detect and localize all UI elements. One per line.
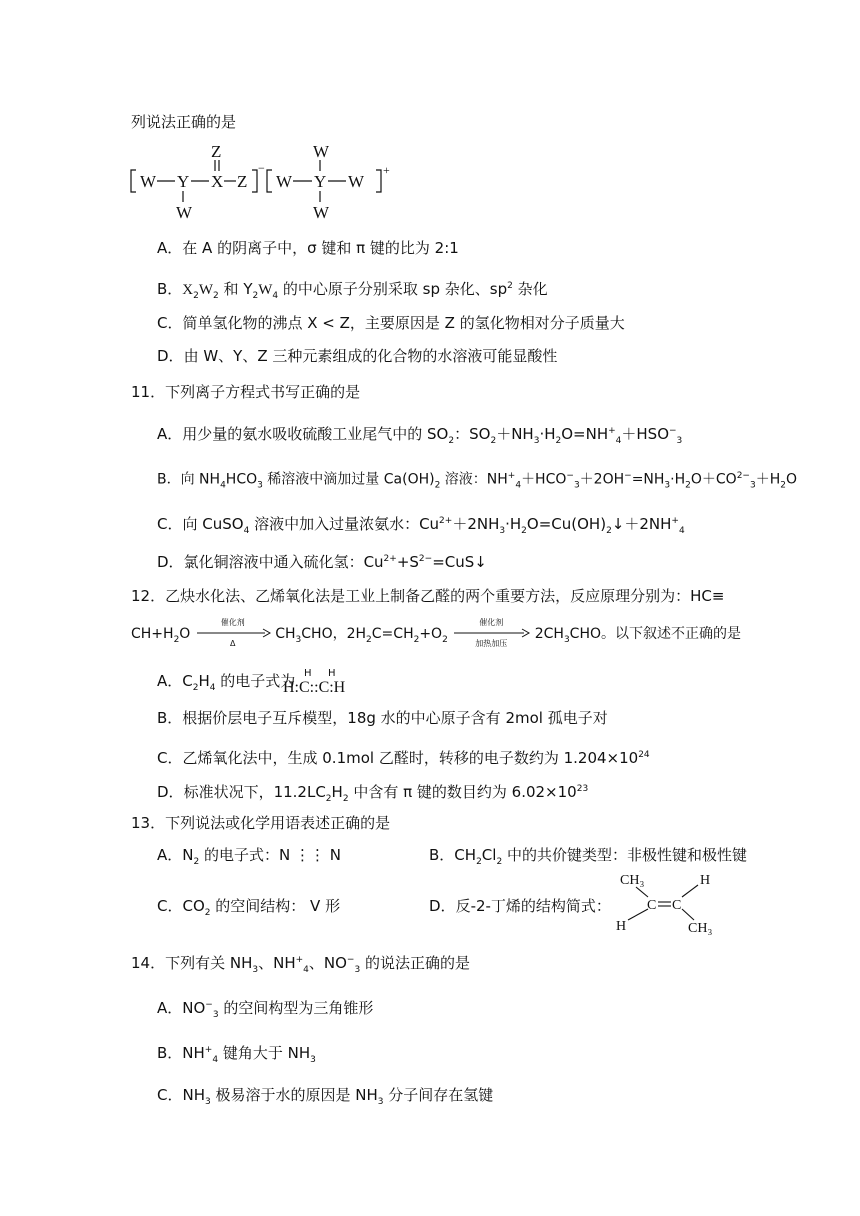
atom-w: W [348,172,365,191]
q10-option-d: D．由 W、Y、Z 三种元素组成的化合物的水溶液可能显酸性 [157,347,558,365]
charge-plus: + [383,163,390,177]
ch3-group: CH₃ [688,921,713,936]
q11-option-b: B．向 $NH_4HCO_3$ 稀溶液中滴加过量 $Ca(OH)_2$ 溶液：$NH^+_4+HCO^-_3+2OH^-=NH_3\cdot H_2O+CO^{2-}_3+H_2O$ [157,471,798,491]
q11-option-c: C．向 CuSO$_4$ 溶液中加入过量浓氨水：$Cu^{2+}+2NH_3\cdot H_2O=Cu(OH)_2↓+2NH^+_4$ [157,515,685,536]
reaction-arrow-1: 催化剂 Δ [195,624,271,644]
left-bracket-1-close [252,170,257,192]
intro-text: 列说法正确的是 [131,113,237,131]
q11-option-a: A．用少量的氨水吸收硫酸工业尾气中的 $SO_2$：$SO_2+NH_3\cdot H_2O=NH^+_4+HSO^-_3$ [157,425,683,446]
q14-option-c: C．$NH_3$ 极易溶于水的原因是 $NH_3$ 分子间存在氢键 [157,1086,494,1107]
left-bracket-1 [131,170,136,192]
q12-stem-line2: $CH+H_2O$ 催化剂 Δ $CH_3CHO$，$2H_2C=CH_2+O_2$ 催化剂 加热加压 $2CH_3CHO$。以下叙述不正确的是 [131,618,741,648]
q13-option-a: A．$N_2$ 的电子式：N ⋮⋮ N [157,846,341,867]
q12-option-d: D．标准状况下，$11.2LC_2H_2$ 中含有 π 键的数目约为 $6.02\times 10^{23}$ [157,783,589,804]
q10-option-c: C．简单氢化物的沸点 X < Z，主要原因是 Z 的氢化物相对分子质量大 [157,314,625,332]
atom-y: Y [314,172,327,191]
h-atom: H [616,919,627,934]
atom-w: W [176,203,193,222]
charge-minus: − [258,161,265,175]
q13-option-d: D．反-2-丁烯的结构简式： [429,897,611,915]
q13-option-c: C．$CO_2$ 的空间结构： V 形 [157,897,341,918]
atom-w: W [140,172,157,191]
q11-option-d: D．氯化铜溶液中通入硫化氢：$Cu^{2+}+S^{2-}=CuS↓$ [157,553,487,571]
q11-stem: 11．下列离子方程式书写正确的是 [131,383,361,401]
atom-w: W [276,172,293,191]
h-atom: H [700,873,711,888]
q13-option-b: B．$CH_2Cl_2$ 中的共价键类型：非极性键和极性键 [429,846,747,867]
q12-option-b: B．根据价层电子互斥模型，18g 水的中心原子含有 2mol 孤电子对 [157,709,608,727]
q12-option-a: A．$C_2H_4$ 的电子式为 [157,672,296,693]
trans-2-butene-structure [612,868,722,940]
ethylene-electron-formula: H:C::C:H [283,679,346,696]
q10-option-b: B．$X_2W_2$ 和 $Y_2W_4$ 的中心原子分别采取 sp 杂化、$sp^2$ 杂化 [157,280,548,301]
c-atom: C [672,898,682,913]
q14-stem: 14．下列有关 $NH_3$、$NH^+_4$、$NO^-_3$ 的说法正确的是 [131,954,470,975]
atom-z: Z [211,142,222,161]
q12-stem-line1: 12．乙炔水化法、乙烯氧化法是工业上制备乙醛的两个重要方法，反应原理分别为：HC≡ [131,587,725,605]
atom-y: Y [177,172,190,191]
q14-option-a: A．$NO^-_3$ 的空间构型为三角锥形 [157,999,374,1020]
atom-w: W [313,203,330,222]
left-bracket-2 [267,170,272,192]
ionic-structure-diagram [126,140,396,222]
q13-stem: 13．下列说法或化学用语表述正确的是 [131,814,391,832]
q10-option-a: A．在 A 的阴离子中，σ 键和 π 键的比为 2:1 [157,239,459,257]
atom-z: Z [237,172,248,191]
right-bracket-2-close [376,170,381,192]
atom-w: W [313,142,330,161]
q12-option-c: C．乙烯氧化法中，生成 0.1mol 乙醛时，转移的电子数约为 $1.204\times 10^{24}$ [157,749,650,767]
reaction-arrow-2: 催化剂 加热加压 [452,624,530,644]
q14-option-b: B．$NH^+_4$ 键角大于 $NH_3$ [157,1044,316,1065]
atom-x: X [211,172,224,191]
c-atom: C [647,898,657,913]
ch3-group: CH₃ [620,873,645,888]
